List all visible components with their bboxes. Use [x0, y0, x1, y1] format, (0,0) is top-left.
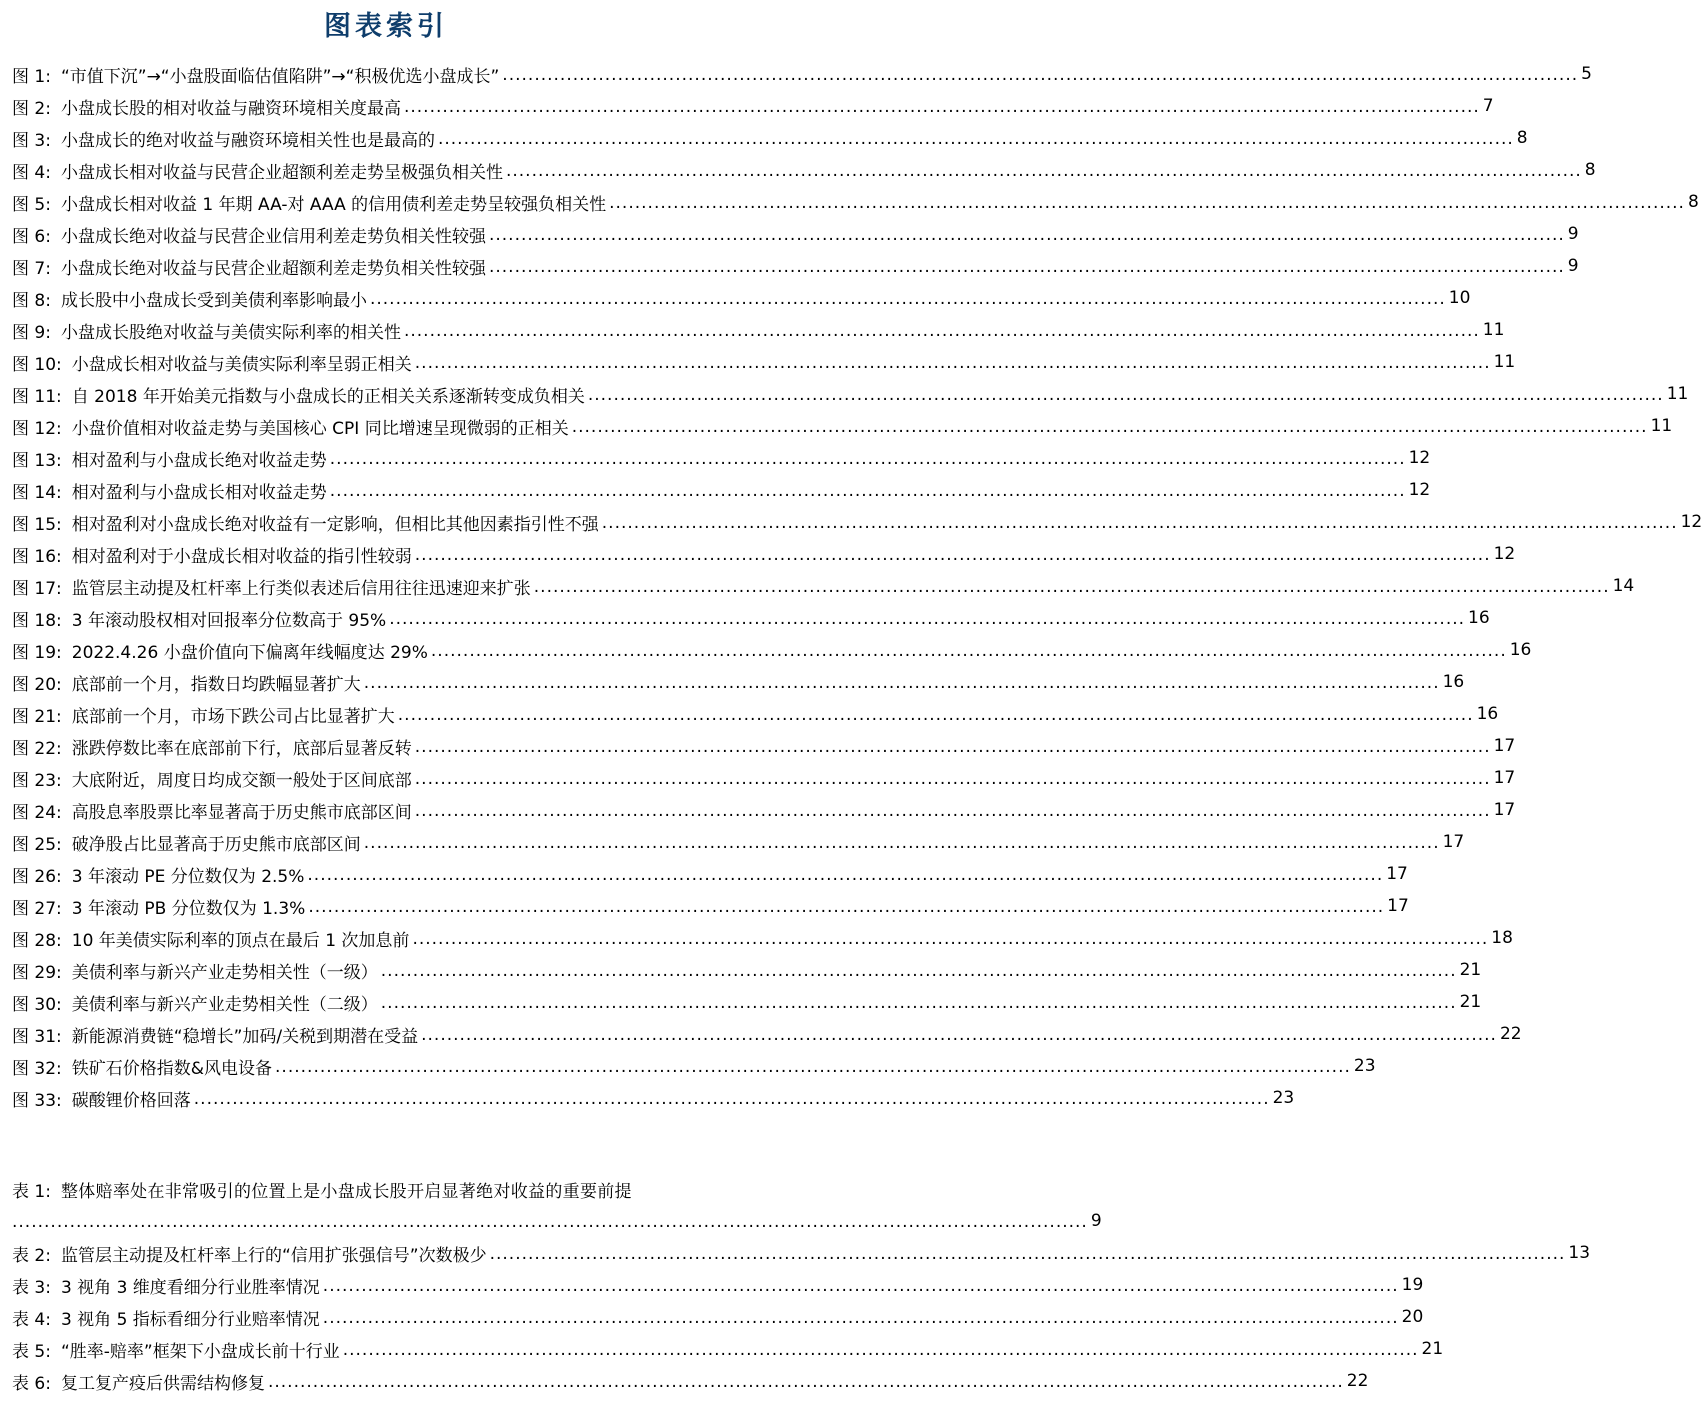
dot-leader	[489, 227, 1565, 244]
entry-page-number: 11	[1482, 320, 1505, 340]
entry-page-number: 12	[1493, 544, 1516, 564]
index-entry-figure-4[interactable]	[12, 154, 1596, 186]
dot-leader	[490, 1246, 1566, 1263]
dot-leader	[404, 99, 1480, 116]
dot-leader	[431, 643, 1507, 660]
dot-leader	[364, 675, 1440, 692]
index-entry-table-2[interactable]	[12, 1237, 1591, 1269]
index-entry-figure-3[interactable]	[12, 122, 1528, 154]
entry-title: 底部前一个月，指数日均跌幅显著扩大	[71, 674, 361, 695]
index-entry-figure-8[interactable]	[12, 282, 1471, 314]
index-entry-figure-33[interactable]	[12, 1082, 1295, 1114]
index-entry-figure-23[interactable]	[12, 762, 1516, 794]
entry-label: 表 3:	[12, 1277, 51, 1298]
dot-leader	[343, 1342, 1419, 1359]
entry-title: 小盘成长相对收益与美债实际利率呈弱正相关	[71, 354, 412, 375]
index-entry-figure-12[interactable]	[12, 410, 1673, 442]
entry-label: 图 5:	[12, 194, 51, 215]
dot-leader	[415, 771, 1491, 788]
dot-leader	[323, 1310, 1399, 1327]
dot-leader	[364, 835, 1440, 852]
index-entry-figure-15[interactable]	[12, 506, 1702, 538]
entry-label: 图 24:	[12, 802, 62, 823]
entry-label: 图 19:	[12, 642, 62, 663]
entry-title: 监管层主动提及杠杆率上行的“信用扩张强信号”次数极少	[60, 1245, 487, 1266]
dot-leader	[415, 355, 1491, 372]
entry-title: 小盘成长相对收益 1 年期 AA-对 AAA 的信用债利差走势呈较强负相关性	[60, 194, 607, 215]
index-entry-figure-24[interactable]	[12, 794, 1516, 826]
entry-title: 3 年滚动 PE 分位数仅为 2.5%	[71, 866, 305, 887]
dot-leader	[415, 547, 1491, 564]
dot-leader	[12, 1214, 1088, 1231]
entry-title: 美债利率与新兴产业走势相关性（二级）	[71, 994, 378, 1015]
entry-label: 图 3:	[12, 130, 51, 151]
entry-label: 图 2:	[12, 98, 51, 119]
entry-title: 大底附近，周度日均成交额一般处于区间底部	[71, 770, 412, 791]
entry-page-number: 17	[1386, 864, 1408, 884]
entry-page-number: 22	[1346, 1371, 1369, 1391]
entry-page-number: 10	[1448, 288, 1471, 308]
entry-label: 图 17:	[12, 578, 62, 599]
entry-label: 图 6:	[12, 226, 51, 247]
index-entry-figure-17[interactable]	[12, 570, 1635, 602]
entry-page-number: 9	[1567, 256, 1579, 276]
index-entry-figure-10[interactable]	[12, 346, 1516, 378]
index-entry-figure-25[interactable]	[12, 826, 1465, 858]
entry-label: 图 28:	[12, 930, 62, 951]
entry-page-number: 16	[1476, 704, 1499, 724]
entry-title: 美债利率与新兴产业走势相关性（一级）	[71, 962, 378, 983]
entry-label: 图 12:	[12, 418, 62, 439]
dot-leader	[415, 803, 1491, 820]
index-entry-table-6[interactable]	[12, 1365, 1369, 1397]
entry-page-number: 8	[1584, 160, 1596, 180]
entry-page-number: 11	[1493, 352, 1516, 372]
entry-page-number: 5	[1581, 64, 1592, 84]
entry-page-number: 23	[1353, 1056, 1376, 1076]
entry-label: 图 18:	[12, 610, 62, 631]
entry-page-number: 18	[1491, 928, 1513, 948]
page-title: 图表索引	[324, 11, 448, 42]
entry-page-number: 17	[1387, 896, 1409, 916]
index-entry-figure-29[interactable]	[12, 954, 1482, 986]
entry-label: 图 22:	[12, 738, 62, 759]
entry-title: 自 2018 年开始美元指数与小盘成长的正相关关系逐渐转变成负相关	[71, 386, 585, 407]
entry-title: 小盘成长股绝对收益与美债实际利率的相关性	[60, 322, 401, 343]
index-entry-figure-1[interactable]	[12, 58, 1592, 90]
entry-title: 小盘成长绝对收益与民营企业信用利差走势负相关性较强	[60, 226, 486, 247]
entry-label: 图 4:	[12, 162, 51, 183]
entry-label: 图 33:	[12, 1090, 62, 1111]
entry-label: 表 1:	[12, 1181, 51, 1202]
entry-title: 10 年美债实际利率的顶点在最后 1 次加息前	[71, 930, 410, 951]
figure-index-list	[12, 58, 1702, 1114]
entry-title: “胜率-赔率”框架下小盘成长前十行业	[60, 1341, 340, 1362]
entry-label: 图 30:	[12, 994, 62, 1015]
index-entry-figure-21[interactable]	[12, 698, 1499, 730]
index-entry-figure-30[interactable]	[12, 986, 1482, 1018]
entry-title: 2022.4.26 小盘价值向下偏离年线幅度达 29%	[71, 642, 428, 663]
entry-label: 图 7:	[12, 258, 51, 279]
entry-page-number: 12	[1408, 448, 1431, 468]
entry-page-number: 23	[1272, 1088, 1295, 1108]
index-entry-figure-27[interactable]	[12, 890, 1409, 922]
entry-label: 图 13:	[12, 450, 62, 471]
entry-page-number: 11	[1650, 416, 1673, 436]
entry-label: 图 10:	[12, 354, 62, 375]
entry-page-number: 12	[1680, 512, 1702, 532]
dot-leader	[534, 579, 1610, 596]
dot-leader	[602, 515, 1678, 532]
entry-page-number: 13	[1568, 1243, 1591, 1263]
dot-leader	[398, 707, 1474, 724]
index-entry-figure-26[interactable]	[12, 858, 1408, 890]
entry-title: 涨跌停数比率在底部前下行，底部后显著反转	[71, 738, 412, 759]
entry-title: 铁矿石价格指数&风电设备	[71, 1058, 273, 1079]
index-entry-figure-5[interactable]	[12, 186, 1699, 218]
dot-leader	[572, 419, 1648, 436]
entry-label: 图 9:	[12, 322, 51, 343]
entry-page-number: 17	[1493, 800, 1516, 820]
entry-page-number: 8	[1516, 128, 1528, 148]
entry-label: 表 6:	[12, 1373, 51, 1394]
entry-page-number: 16	[1468, 608, 1490, 628]
entry-title: 小盘成长的绝对收益与融资环境相关性也是最高的	[60, 130, 435, 151]
index-entry-figure-16[interactable]	[12, 538, 1516, 570]
entry-title: 破净股占比显著高于历史熊市底部区间	[71, 834, 361, 855]
dot-leader	[307, 867, 1383, 884]
entry-title: 复工复产疫后供需结构修复	[60, 1373, 265, 1394]
index-entry-figure-9[interactable]	[12, 314, 1505, 346]
entry-page-number: 7	[1482, 96, 1494, 116]
entry-page-number: 21	[1421, 1339, 1444, 1359]
entry-label: 图 23:	[12, 770, 62, 791]
entry-label: 图 14:	[12, 482, 62, 503]
index-entry-continuation	[12, 1205, 1102, 1237]
entry-title: 底部前一个月，市场下跌公司占比显著扩大	[71, 706, 395, 727]
entry-title: 整体赔率处在非常吸引的位置上是小盘成长股开启显著绝对收益的重要前提	[60, 1181, 632, 1202]
dot-leader	[412, 931, 1488, 948]
dot-leader	[275, 1059, 1351, 1076]
index-entry-figure-20[interactable]	[12, 666, 1465, 698]
index-entry-figure-22[interactable]	[12, 730, 1516, 762]
entry-page-number: 19	[1401, 1275, 1424, 1295]
entry-label: 图 27:	[12, 898, 62, 919]
entry-title: “市值下沉”→“小盘股面临估值陷阱”→“积极优选小盘成长”	[60, 66, 500, 87]
dot-leader	[421, 1027, 1497, 1044]
entry-page-number: 16	[1509, 640, 1532, 660]
entry-page-number: 17	[1493, 736, 1516, 756]
entry-title: 小盘价值相对收益走势与美国核心 CPI 同比增速呈现微弱的正相关	[71, 418, 569, 439]
dot-leader	[489, 259, 1565, 276]
entry-title: 高股息率股票比率显著高于历史熊市底部区间	[71, 802, 412, 823]
entry-page-number: 17	[1442, 832, 1465, 852]
dot-leader	[330, 451, 1406, 468]
entry-title: 碳酸锂价格回落	[71, 1090, 191, 1111]
index-entry-figure-28[interactable]	[12, 922, 1513, 954]
dot-leader	[323, 1278, 1399, 1295]
entry-title: 3 视角 3 维度看细分行业胜率情况	[60, 1277, 320, 1298]
entry-label: 表 4:	[12, 1309, 51, 1330]
entry-label: 图 32:	[12, 1058, 62, 1079]
entry-title: 新能源消费链“稳增长”加码/关税到期潜在受益	[71, 1026, 419, 1047]
entry-title: 相对盈利与小盘成长相对收益走势	[71, 482, 327, 503]
entry-label: 图 25:	[12, 834, 62, 855]
dot-leader	[438, 131, 1514, 148]
entry-page-number: 21	[1459, 960, 1482, 980]
entry-label: 图 8:	[12, 290, 51, 311]
index-entry-figure-13[interactable]	[12, 442, 1431, 474]
dot-leader	[194, 1091, 1270, 1108]
index-entry-figure-14[interactable]	[12, 474, 1431, 506]
entry-page-number: 8	[1687, 192, 1699, 212]
table-index-list	[12, 1173, 1591, 1397]
dot-leader	[370, 291, 1446, 308]
entry-page-number: 9	[1090, 1211, 1102, 1231]
dot-leader	[415, 739, 1491, 756]
entry-title: 相对盈利对于小盘成长相对收益的指引性较弱	[71, 546, 412, 567]
entry-label: 图 11:	[12, 386, 62, 407]
index-entry-figure-32[interactable]	[12, 1050, 1376, 1082]
entry-label: 图 1:	[12, 66, 51, 87]
entry-page-number: 16	[1442, 672, 1465, 692]
index-entry-figure-7[interactable]	[12, 250, 1579, 282]
entry-title: 相对盈利对小盘成长绝对收益有一定影响，但相比其他因素指引性不强	[71, 514, 599, 535]
index-entry-figure-19[interactable]	[12, 634, 1532, 666]
dot-leader	[609, 195, 1685, 212]
index-entry-table-4[interactable]	[12, 1301, 1424, 1333]
dot-leader	[381, 963, 1457, 980]
entry-title: 3 视角 5 指标看细分行业赔率情况	[60, 1309, 320, 1330]
index-entry-figure-18[interactable]	[12, 602, 1490, 634]
entry-page-number: 12	[1408, 480, 1431, 500]
entry-page-number: 21	[1459, 992, 1482, 1012]
entry-label: 图 16:	[12, 546, 62, 567]
entry-label: 图 21:	[12, 706, 62, 727]
entry-title: 小盘成长相对收益与民营企业超额利差走势呈极强负相关性	[60, 162, 503, 183]
entry-title: 成长股中小盘成长受到美债利率影响最小	[60, 290, 367, 311]
entry-page-number: 20	[1401, 1307, 1424, 1327]
dot-leader	[381, 995, 1457, 1012]
dot-leader	[502, 67, 1578, 84]
dot-leader	[308, 899, 1384, 916]
index-entry-figure-2[interactable]	[12, 90, 1494, 122]
entry-label: 图 29:	[12, 962, 62, 983]
entry-label: 图 26:	[12, 866, 62, 887]
entry-title: 相对盈利与小盘成长绝对收益走势	[71, 450, 327, 471]
entry-title: 小盘成长绝对收益与民营企业超额利差走势负相关性较强	[60, 258, 486, 279]
index-entry-table-3[interactable]	[12, 1269, 1424, 1301]
entry-label: 表 2:	[12, 1245, 51, 1266]
entry-title: 3 年滚动股权相对回报率分位数高于 95%	[71, 610, 387, 631]
dot-leader	[268, 1374, 1344, 1391]
dot-leader	[389, 611, 1465, 628]
dot-leader	[588, 387, 1664, 404]
entry-page-number: 17	[1493, 768, 1516, 788]
entry-label: 图 20:	[12, 674, 62, 695]
dot-leader	[404, 323, 1480, 340]
index-entry-figure-11[interactable]	[12, 378, 1689, 410]
index-entry-figure-6[interactable]	[12, 218, 1579, 250]
entry-page-number: 14	[1612, 576, 1635, 596]
entry-page-number: 11	[1666, 384, 1689, 404]
index-entry-table-1[interactable]	[12, 1173, 764, 1205]
entry-page-number: 22	[1499, 1024, 1522, 1044]
dot-leader	[506, 163, 1582, 180]
entry-title: 监管层主动提及杠杆率上行类似表述后信用往往迅速迎来扩张	[71, 578, 531, 599]
entry-title: 3 年滚动 PB 分位数仅为 1.3%	[71, 898, 306, 919]
index-entry-figure-31[interactable]	[12, 1018, 1522, 1050]
entry-label: 图 15:	[12, 514, 62, 535]
entry-label: 图 31:	[12, 1026, 62, 1047]
entry-label: 表 5:	[12, 1341, 51, 1362]
entry-page-number: 9	[1567, 224, 1579, 244]
entry-title: 小盘成长股的相对收益与融资环境相关度最高	[60, 98, 401, 119]
dot-leader	[330, 483, 1406, 500]
index-entry-table-5[interactable]	[12, 1333, 1444, 1365]
